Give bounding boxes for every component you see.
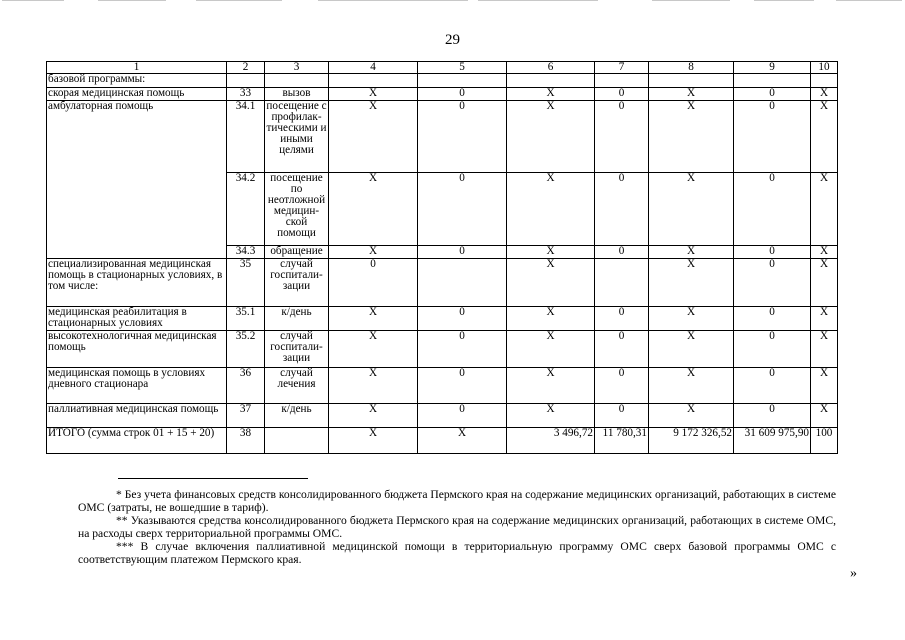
cell [595,259,649,307]
cell [329,74,418,88]
cell: 0 [595,331,649,368]
row-code: 38 [227,428,265,454]
row-unit: посещение по неотложной медицин-ской помощи [265,173,329,246]
top-edge-line [652,0,730,1]
cell: X [329,173,418,246]
header-cell: 1 [47,62,227,74]
header-cell: 5 [418,62,507,74]
cell: X [811,368,838,404]
table-row [47,88,838,101]
row-name: амбулаторная помощь [47,101,227,259]
cell: X [811,307,838,331]
cell: 0 [418,246,507,259]
cell [418,259,507,307]
cell: 0 [595,101,649,173]
cell: 0 [418,173,507,246]
cell: 0 [418,101,507,173]
footnotes [78,488,836,566]
cell: X [649,101,734,173]
header-cell: 3 [265,62,329,74]
row-unit [265,428,329,454]
top-edge-line [754,0,814,1]
table-row [47,368,838,404]
footnote: ** Указываются средства консолидированного бюджета Пермского края на содержание медицинских организаций, работающих в системе ОМС, на расходы сверх территориальной программы ОМС. [78,514,836,540]
row-unit: случай лечения [265,368,329,404]
cell: 0 [595,88,649,101]
financing-table [46,61,838,454]
row-name: медицинская реабилитация в стационарных условиях [47,307,227,331]
cell: X [507,368,595,404]
cell: X [329,404,418,428]
row-unit: посещение с профилак-тическими и иными целями [265,101,329,173]
header-cell: 9 [734,62,811,74]
cell [507,74,595,88]
header-cell: 2 [227,62,265,74]
cell: X [811,404,838,428]
row-unit: случай госпитали-зации [265,331,329,368]
table-row [47,307,838,331]
cell: 9 172 326,52 [649,428,734,454]
cell: X [811,331,838,368]
row-code: 35 [227,259,265,307]
cell: X [811,101,838,173]
row-code: 34.1 [227,101,265,173]
row-name: ИТОГО (сумма строк 01 + 15 + 20) [47,428,227,454]
cell: X [329,307,418,331]
cell: X [329,101,418,173]
row-code: 34.2 [227,173,265,246]
total-row [47,428,838,454]
cell: X [649,259,734,307]
cell [418,74,507,88]
row-unit [265,74,329,88]
cell: X [507,307,595,331]
cell: X [811,246,838,259]
cell: 0 [595,173,649,246]
cell: 0 [734,101,811,173]
cell: 11 780,31 [595,428,649,454]
cell: X [649,331,734,368]
cell: 0 [734,173,811,246]
row-unit: к/день [265,307,329,331]
row-code: 35.1 [227,307,265,331]
cell: X [329,331,418,368]
cell: 0 [595,307,649,331]
cell [734,74,811,88]
cell: 31 609 975,90 [734,428,811,454]
cell: X [329,368,418,404]
cell: 100 [811,428,838,454]
footnote: * Без учета финансовых средств консолидированного бюджета Пермского края на содержание медицинских организаций, работающих в системе ОМС (затраты, не вошедшие в тариф). [78,488,836,514]
cell: 0 [595,404,649,428]
row-name: базовой программы: [47,74,227,88]
row-code: 35.2 [227,331,265,368]
cell: 0 [734,307,811,331]
cell: 0 [329,259,418,307]
cell: 0 [418,331,507,368]
cell: X [507,331,595,368]
row-code: 33 [227,88,265,101]
cell: 0 [734,368,811,404]
cell: X [649,173,734,246]
header-cell: 10 [811,62,838,74]
cell: X [329,428,418,454]
cell: X [507,101,595,173]
cell: 0 [595,246,649,259]
cell: X [507,173,595,246]
row-code: 34.3 [227,246,265,259]
cell: 0 [734,259,811,307]
top-edge-line [318,0,468,1]
row-code [227,74,265,88]
cell: 0 [418,88,507,101]
header-cell: 7 [595,62,649,74]
cell: X [811,259,838,307]
cell: 0 [595,368,649,404]
table-row [47,259,838,307]
cell: 3 496,72 [507,428,595,454]
closing-quote-mark: » [850,566,857,581]
cell: X [329,246,418,259]
cell: X [649,246,734,259]
top-edge-line [836,0,902,1]
row-unit: случай госпитали-зации [265,259,329,307]
cell: X [649,368,734,404]
cell: 0 [734,246,811,259]
header-cell: 6 [507,62,595,74]
row-code: 36 [227,368,265,404]
cell: X [811,88,838,101]
footnote: *** В случае включения паллиативной медицинской помощи в территориальную программу ОМС сверх базовой программы ОМС с соответствующим платежом Пермского края. [78,540,836,566]
page-number: 29 [445,32,460,48]
top-edge-line [98,0,166,1]
cell: X [418,428,507,454]
cell: X [649,404,734,428]
table-row [47,404,838,428]
cell: X [507,88,595,101]
cell [595,74,649,88]
row-unit: вызов [265,88,329,101]
header-cell: 8 [649,62,734,74]
cell: 0 [734,331,811,368]
row-name: медицинская помощь в условиях дневного стационара [47,368,227,404]
cell: X [329,88,418,101]
row-name: высокотехнологичная медицинская помощь [47,331,227,368]
row-name: скорая медицинская помощь [47,88,227,101]
row-name: специализированная медицинская помощь в стационарных условиях, в том числе: [47,259,227,307]
cell [649,74,734,88]
top-edge-line [2,0,64,1]
row-unit: к/день [265,404,329,428]
cell: X [507,259,595,307]
row-name: паллиативная медицинская помощь [47,404,227,428]
cell: 0 [418,404,507,428]
cell: X [811,173,838,246]
top-edge-line [478,0,598,1]
cell: 0 [734,404,811,428]
cell: X [649,88,734,101]
row-unit: обращение [265,246,329,259]
table-row [47,74,838,88]
cell: 0 [418,307,507,331]
cell: 0 [418,368,507,404]
cell: X [649,307,734,331]
cell [811,74,838,88]
footnote-divider [118,478,308,479]
cell: 0 [734,88,811,101]
table-row [47,101,838,173]
table-row [47,331,838,368]
cell: X [507,246,595,259]
header-cell: 4 [329,62,418,74]
header-row [47,62,838,74]
top-edge-line [196,0,282,1]
row-code: 37 [227,404,265,428]
cell: X [507,404,595,428]
